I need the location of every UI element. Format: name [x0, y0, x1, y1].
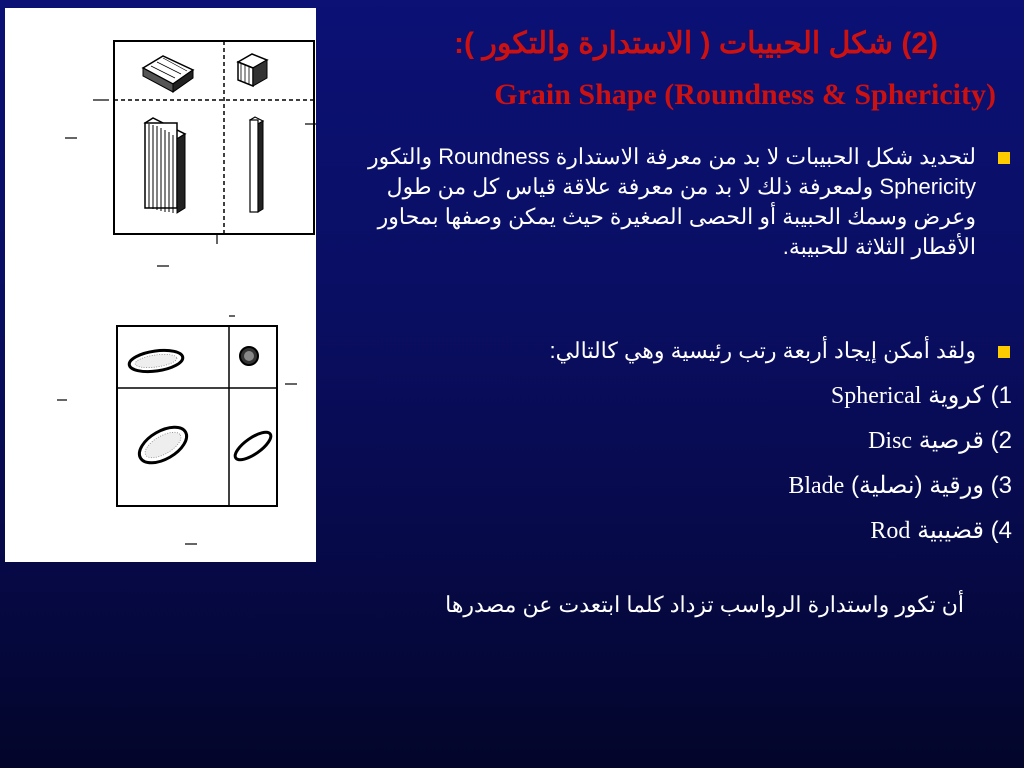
shape-number: 4) [990, 517, 1012, 544]
rod-shape [250, 117, 263, 212]
upper-axis-ticks [65, 100, 316, 266]
footer-note: أن تكور واستدارة الرواسب تزداد كلما ابتعدت عن مصدرها [445, 592, 964, 617]
disc-block-shape [143, 56, 193, 92]
shape-arabic: قرصية [918, 427, 984, 454]
square-bullet-icon [998, 346, 1010, 358]
shape-list-item [412, 425, 1012, 457]
bullet-item [346, 336, 976, 366]
blade-block-shape [145, 118, 185, 213]
upper-diagram [65, 41, 316, 266]
shape-english: Rod [870, 518, 911, 544]
shape-english: Spherical [830, 383, 922, 409]
shape-english: Blade [788, 473, 845, 499]
bullet-text: لتحديد شكل الحبيبات لا بد من معرفة الاستدارة Roundness والتكور Sphericity ولمعرفة ذلك لا بد من معرفة علاقة قياس كل من طول وعرض وسمك الحبيبة أو الحصى الصغيرة حيث يمكن وصفها بمحاور الأقطار الثلاثة للحبيبة. [367, 144, 976, 259]
disc-ellipse-shape [128, 347, 184, 374]
slide-title-arabic: (2) شكل الحبيبات ( الاستدارة والتكور ): [454, 27, 938, 60]
shape-arabic: كروية [928, 382, 984, 409]
shape-english: Disc [868, 428, 913, 454]
shape-list-item [412, 470, 1012, 502]
grain-shape-figure [5, 8, 316, 562]
sphere-circle-shape [240, 347, 258, 365]
shape-arabic: قضيبية [917, 517, 984, 544]
slide-title-english: Grain Shape (Roundness & Sphericity) [494, 78, 996, 111]
shape-arabic: ورقية (نصلية) [851, 472, 984, 499]
bullet-item [346, 142, 976, 262]
shape-list-item [412, 515, 1012, 547]
bullet-text: ولقد أمكن إيجاد أربعة رتب رئيسية وهي كالتالي: [549, 338, 976, 363]
shape-number: 2) [990, 427, 1012, 454]
blade-ellipse-shape [133, 420, 192, 470]
lower-diagram [57, 316, 297, 544]
cube-shape [238, 54, 267, 86]
shape-list-item [412, 380, 1012, 412]
grain-shape-diagram [5, 8, 316, 562]
square-bullet-icon [998, 152, 1010, 164]
shape-number: 3) [990, 472, 1012, 499]
rod-ellipse-shape [231, 427, 275, 464]
shape-number: 1) [990, 382, 1012, 409]
